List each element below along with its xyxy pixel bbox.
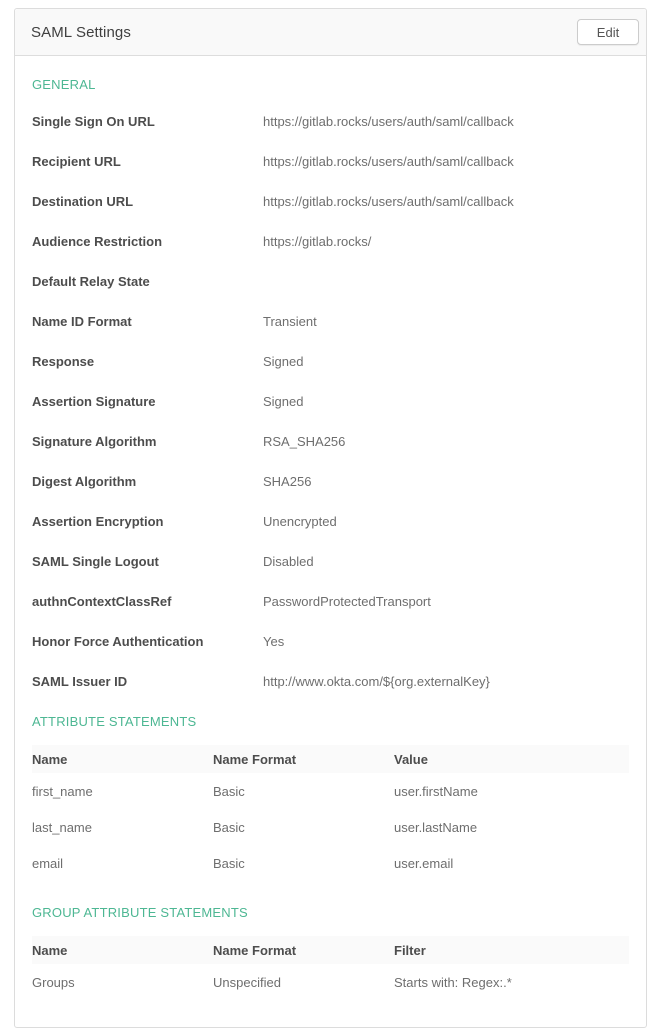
- setting-value: Disabled: [263, 553, 314, 569]
- group-attr-filter: Starts with: Regex:.*: [394, 974, 512, 990]
- setting-label: Default Relay State: [32, 273, 150, 289]
- setting-value: Signed: [263, 353, 304, 369]
- setting-label: Destination URL: [32, 193, 134, 209]
- saml-settings-card: [14, 8, 647, 1028]
- setting-label: Single Sign On URL: [32, 113, 155, 129]
- setting-label: Audience Restriction: [32, 233, 163, 249]
- setting-row-audience-restriction: [32, 221, 629, 261]
- setting-label: Assertion Signature: [32, 393, 156, 409]
- section-heading-group-attribute-statements: GROUP ATTRIBUTE STATEMENTS: [32, 905, 248, 920]
- setting-label: Honor Force Authentication: [32, 633, 204, 649]
- card-header: [15, 9, 646, 56]
- column-header-name-format: Name Format: [213, 751, 297, 767]
- group-attribute-statements-table: [32, 936, 629, 1000]
- setting-row-authncontextclassref: [32, 581, 629, 621]
- setting-label: Name ID Format: [32, 313, 132, 329]
- setting-row-assertion-signature: [32, 381, 629, 421]
- table-row: [32, 964, 629, 1000]
- setting-value: https://gitlab.rocks/users/auth/saml/callback: [263, 193, 514, 209]
- table-row: [32, 809, 629, 845]
- setting-row-signature-algorithm: [32, 421, 629, 461]
- setting-value: Signed: [263, 393, 304, 409]
- attr-value: user.firstName: [394, 783, 478, 799]
- table-header-row: [32, 936, 629, 964]
- attr-value: user.email: [394, 855, 454, 871]
- attr-name: last_name: [32, 819, 92, 835]
- group-attr-name: Groups: [32, 974, 75, 990]
- setting-value: Yes: [263, 633, 285, 649]
- card-body: [15, 77, 646, 1024]
- column-header-name: Name: [32, 751, 68, 767]
- attr-value: user.lastName: [394, 819, 478, 835]
- setting-row-saml-issuer-id: [32, 661, 629, 701]
- attr-name: email: [32, 855, 64, 871]
- setting-label: Response: [32, 353, 95, 369]
- attr-name: first_name: [32, 783, 93, 799]
- setting-label: authnContextClassRef: [32, 593, 172, 609]
- page-title: SAML Settings: [31, 23, 131, 41]
- setting-row-digest-algorithm: [32, 461, 629, 501]
- edit-button[interactable]: Edit: [577, 19, 639, 45]
- setting-row-recipient-url: [32, 141, 629, 181]
- setting-row-assertion-encryption: [32, 501, 629, 541]
- table-row: [32, 845, 629, 881]
- setting-value: SHA256: [263, 473, 312, 489]
- column-header-filter: Filter: [394, 942, 426, 958]
- setting-label: SAML Issuer ID: [32, 673, 128, 689]
- setting-label: Signature Algorithm: [32, 433, 157, 449]
- setting-row-name-id-format: [32, 301, 629, 341]
- setting-value: http://www.okta.com/${org.externalKey}: [263, 673, 490, 689]
- setting-value: RSA_SHA256: [263, 433, 346, 449]
- setting-value: https://gitlab.rocks/users/auth/saml/callback: [263, 113, 514, 129]
- attribute-statements-table: [32, 745, 629, 881]
- setting-value: Transient: [263, 313, 317, 329]
- setting-value: Unencrypted: [263, 513, 337, 529]
- setting-row-response: [32, 341, 629, 381]
- attr-name-format: Basic: [213, 819, 245, 835]
- setting-row-single-sign-on-url: [32, 101, 629, 141]
- setting-value: https://gitlab.rocks/users/auth/saml/callback: [263, 153, 514, 169]
- general-settings-list: [32, 101, 629, 701]
- column-header-value: Value: [394, 751, 428, 767]
- column-header-name: Name: [32, 942, 68, 958]
- section-heading-attribute-statements: ATTRIBUTE STATEMENTS: [32, 714, 197, 729]
- setting-label: SAML Single Logout: [32, 553, 159, 569]
- attr-name-format: Basic: [213, 783, 245, 799]
- setting-row-saml-single-logout: [32, 541, 629, 581]
- setting-label: Assertion Encryption: [32, 513, 164, 529]
- section-heading-general: GENERAL: [32, 77, 96, 92]
- setting-row-default-relay-state: [32, 261, 629, 301]
- setting-label: Digest Algorithm: [32, 473, 137, 489]
- group-attr-name-format: Unspecified: [213, 974, 281, 990]
- table-row: [32, 773, 629, 809]
- attr-name-format: Basic: [213, 855, 245, 871]
- setting-value: PasswordProtectedTransport: [263, 593, 431, 609]
- setting-value: https://gitlab.rocks/: [263, 233, 372, 249]
- column-header-name-format: Name Format: [213, 942, 297, 958]
- table-header-row: [32, 745, 629, 773]
- setting-label: Recipient URL: [32, 153, 121, 169]
- setting-row-honor-force-authentication: [32, 621, 629, 661]
- setting-row-destination-url: [32, 181, 629, 221]
